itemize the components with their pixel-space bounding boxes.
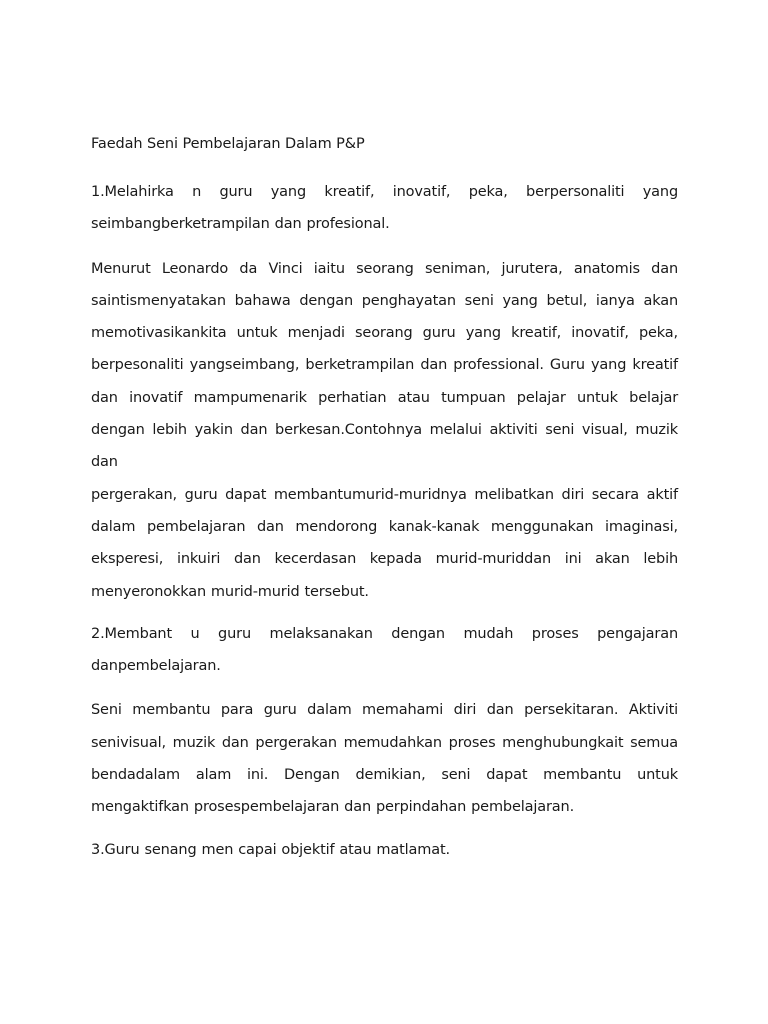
paragraph-line: memotivasikankita untuk menjadi seorang guru yang kreatif, inovatif, peka, [91, 325, 678, 342]
paragraph-line: saintismenyatakan bahawa dengan penghayatan seni yang betul, ianya akan [91, 292, 678, 309]
point-1-line-1: 1.Melahirka n guru yang kreatif, inovatif, peka, berpersonaliti yang [91, 184, 678, 200]
point-3-line-1: 3.Guru senang men capai objektif atau matlamat. [91, 841, 450, 858]
paragraph-line: eksperesi, inkuiri dan kecerdasan kepada murid-muriddan ini akan lebih [91, 551, 678, 568]
paragraph-seni [91, 694, 678, 823]
paragraph-line: mengaktifkan prosespembelajaran dan perpindahan pembelajaran. [91, 799, 575, 816]
paragraph-line: pergerakan, guru dapat membantumurid-muridnya melibatkan diri secara aktif [91, 486, 678, 503]
paragraph-line: berpesonaliti yangseimbang, berketrampilan dan professional. Guru yang kreatif [91, 357, 678, 374]
paragraph-line: menyeronokkan murid-murid tersebut. [91, 583, 369, 600]
paragraph-line: dalam pembelajaran dan mendorong kanak-kanak menggunakan imaginasi, [91, 518, 678, 535]
paragraph-line: dengan lebih yakin dan berkesan.Contohnya melalui aktiviti seni visual, muzik dan [91, 422, 678, 471]
point-2 [91, 618, 678, 683]
point-1 [91, 176, 678, 241]
paragraph-line: senivisual, muzik dan pergerakan memudahkan proses menghubungkait semua [91, 734, 678, 751]
point-3 [91, 834, 678, 866]
point-2-line-1: 2.Membant u guru melaksanakan dengan mudah proses pengajaran [91, 625, 678, 642]
paragraph-line: bendadalam alam ini. Dengan demikian, seni dapat membantu untuk [91, 767, 678, 784]
point-2-line-2: danpembelajaran. [91, 658, 221, 675]
paragraph-line: Menurut Leonardo da Vinci iaitu seorang seniman, jurutera, anatomis dan [91, 260, 678, 277]
paragraph-leonardo [91, 253, 678, 608]
document-title: Faedah Seni Pembelajaran Dalam P&P [91, 136, 365, 152]
point-1-line-2: seimbangberketrampilan dan profesional. [91, 216, 390, 233]
paragraph-line: dan inovatif mampumenarik perhatian atau tumpuan pelajar untuk belajar [91, 389, 678, 406]
paragraph-line: Seni membantu para guru dalam memahami diri dan persekitaran. Aktiviti [91, 702, 678, 719]
document-page [91, 134, 678, 878]
